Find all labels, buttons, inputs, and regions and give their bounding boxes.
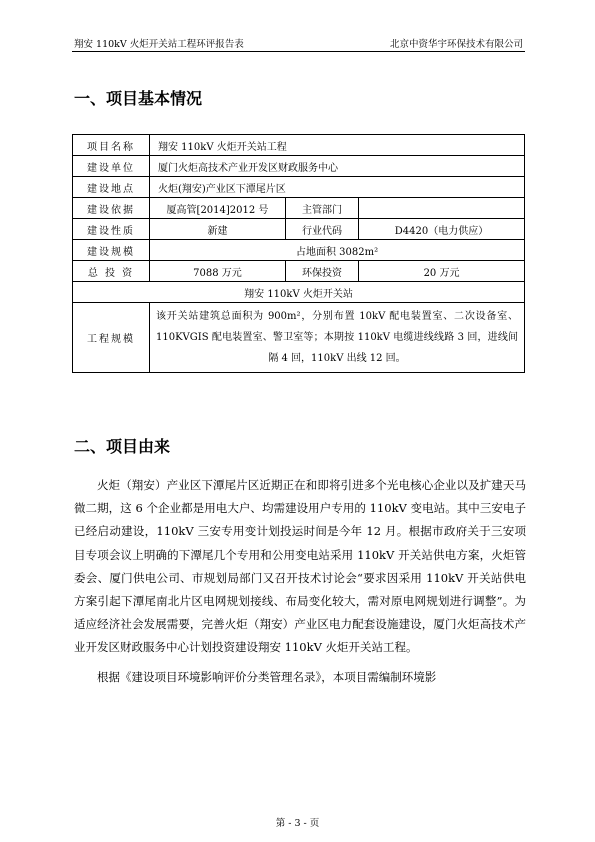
header-left-title: 翔安 110kV 火炬开关站工程环评报告表: [74, 39, 244, 50]
label-builder: 建设单位: [73, 156, 150, 177]
value-total-investment: 7088 万元: [150, 261, 286, 282]
table-row: [73, 240, 525, 261]
label-nature: 建设性质: [73, 219, 150, 240]
section-2-heading: 二、项目由来: [74, 437, 171, 456]
value-industry-code: D4420（电力供应）: [359, 219, 525, 240]
label-env-investment: 环保投资: [286, 261, 359, 282]
section-1-heading: 一、项目基本情况: [74, 89, 203, 108]
label-project-name: 项目名称: [73, 135, 150, 156]
project-info-table: [72, 134, 525, 373]
label-industry-code: 行业代码: [286, 219, 359, 240]
table-row: [73, 198, 525, 219]
value-authority: [359, 198, 525, 219]
paragraph: 火炬（翔安）产业区下潭尾片区近期正在和即将引进多个光电核心企业以及扩建天马微二期，这 6 个企业都是用电大户、均需建设用户专用的 110kV 变电站。其中三安电子已经启动建设，110kV 三安专用变计划投运时间是今年 12 月。根据市政府关于三安项目专项会议上明确的下潭尾几个专用和公用变电站采用 110kV 开关站供电方案，火炬管委会、厦门供电公司、市规划局部门又召开技术讨论会“要求因采用 110kV 开关站供电方案引起下潭尾南北片区电网规划接线、布局变化较大，需对原电网规划进行调整”。为适应经济社会发展需要，完善火炬（翔安）产业区电力配套设施建设，厦门火炬高技术产业开发区财政服务中心计划投资建设翔安 110kV 火炬开关站工程。: [74, 478, 526, 655]
table-row: [73, 135, 525, 156]
header-right-company: 北京中资华宇环保技术有限公司: [389, 39, 523, 50]
subproject-title: 翔安 110kV 火炬开关站: [73, 282, 525, 303]
header-divider: [72, 51, 525, 52]
value-scale: 占地面积 3082m²: [150, 240, 525, 261]
label-scale: 建设规模: [73, 240, 150, 261]
section-2-body: [74, 474, 526, 689]
label-basis: 建设依据: [73, 198, 150, 219]
label-engineering-scale: 工程规模: [73, 303, 150, 373]
label-authority: 主管部门: [286, 198, 359, 219]
value-env-investment: 20 万元: [359, 261, 525, 282]
table-row: [73, 177, 525, 198]
value-project-name: 翔安 110kV 火炬开关站工程: [150, 135, 525, 156]
value-location: 火炬(翔安)产业区下潭尾片区: [150, 177, 525, 198]
table-row: [73, 156, 525, 177]
value-basis: 厦高管[2014]2012 号: [150, 198, 286, 219]
table-row: [73, 261, 525, 282]
label-location: 建设地点: [73, 177, 150, 198]
value-nature: 新建: [150, 219, 286, 240]
value-engineering-scale: 该开关站建筑总面积为 900m²，分别布置 10kV 配电装置室、二次设备室、110KVGIS 配电装置室、警卫室等；本期按 110kV 电缆进线线路 3 回，进线间隔 4 回，110kV 出线 12 回。: [150, 303, 525, 373]
page-number: 第 - 3 - 页: [275, 818, 320, 829]
table-row: [73, 219, 525, 240]
value-builder: 厦门火炬高技术产业开发区财政服务中心: [150, 156, 525, 177]
label-total-investment: 总 投 资: [73, 261, 150, 282]
table-row: [73, 282, 525, 303]
paragraph: 根据《建设项目环境影响评价分类管理名录》，本项目需编制环境影: [97, 669, 437, 684]
table-row: [73, 303, 525, 373]
